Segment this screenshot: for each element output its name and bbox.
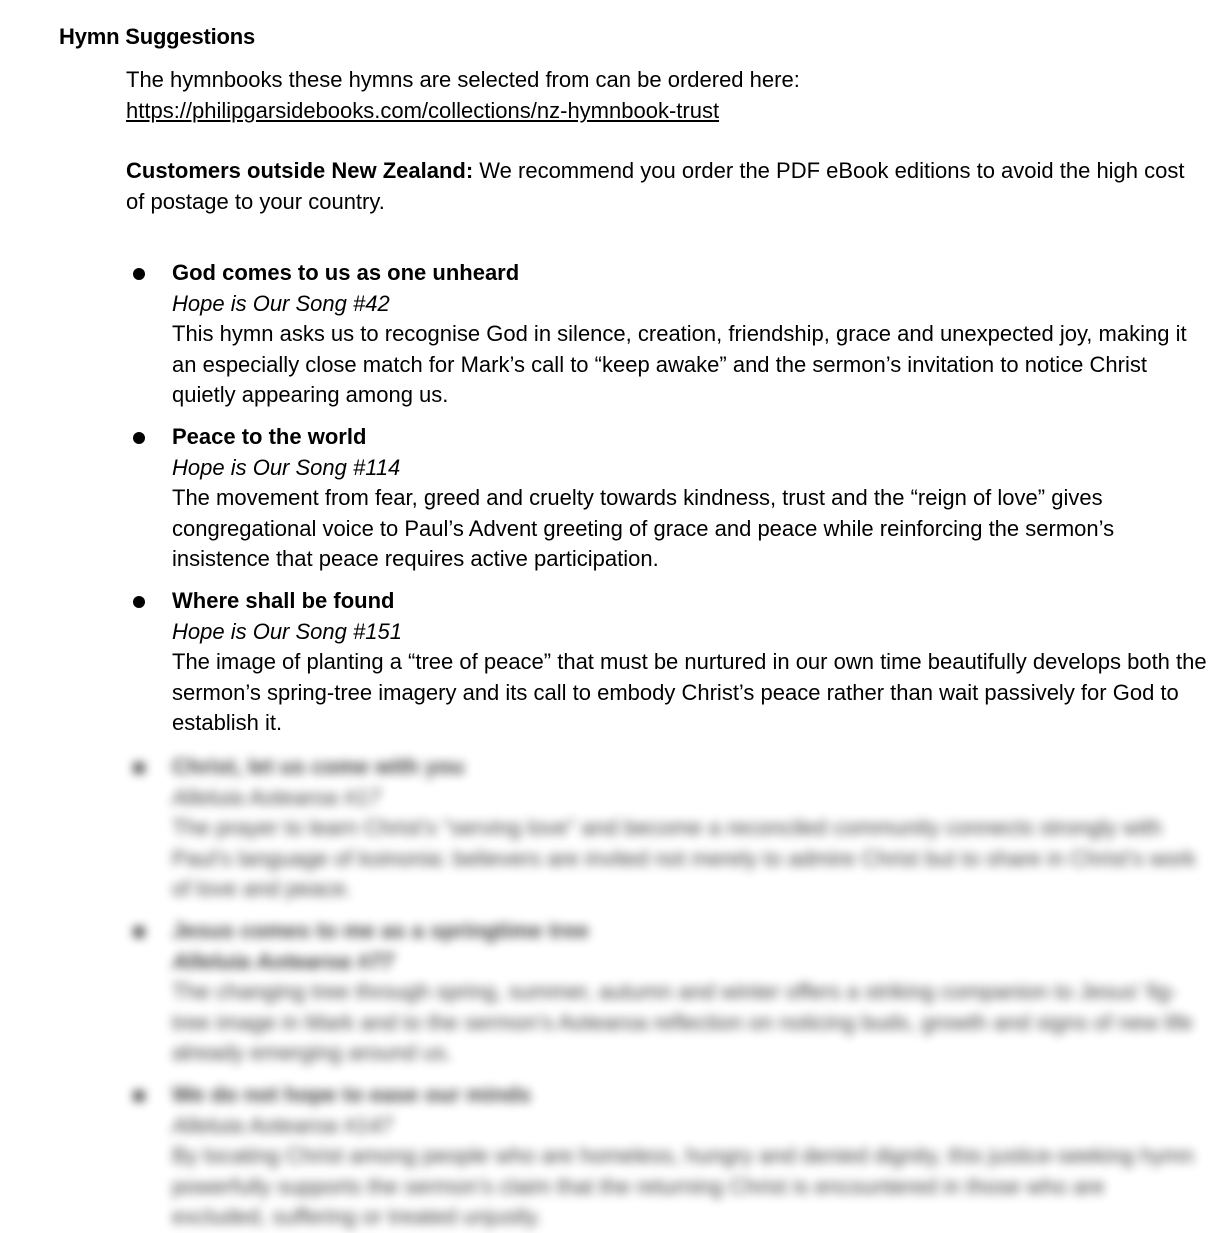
customers-text: We recommend you order the PDF eBook editions to avoid the high cost of postage to your country.: [126, 158, 1185, 214]
customers-label: Customers outside New Zealand:: [126, 158, 474, 183]
document-heading: Hymn Suggestions: [59, 24, 256, 49]
bullet-icon: [133, 1090, 145, 1102]
hymn-description: The image of planting a “tree of peace” that must be nurtured in our own time beautifully develops both the sermon’s spring-tree imagery and its call to embody Christ’s peace rather than wait passively for God to establish it.: [172, 649, 1207, 736]
hymnbook-order-link[interactable]: https://philipgarsidebooks.com/collections/nz-hymnbook-trust: [126, 98, 720, 123]
hymn-body: [172, 258, 1202, 411]
intro-text: The hymnbooks these hymns are selected from can be ordered here:: [126, 67, 800, 92]
hymn-source: Alleluia Aotearoa #17: [172, 784, 381, 810]
bullet-icon: [133, 926, 145, 938]
hymn-description: The movement from fear, greed and cruelty towards kindness, trust and the “reign of love” gives congregational voice to Paul’s Advent greeting of grace and peace while reinforcing the sermon’s insistence that peace requires active participation.: [172, 485, 1115, 572]
hymn-title: God comes to us as one unheard: [172, 260, 520, 285]
hymn-source: Alleluia Aotearoa #147: [172, 1112, 393, 1138]
bullet-icon: [133, 268, 145, 280]
bullet-icon: [133, 432, 145, 444]
hymn-source: Alleluia Aotearoa #77: [172, 948, 394, 974]
hymn-body: [172, 1080, 1202, 1233]
hymn-title: Jesus comes to me as a springtime tree: [172, 918, 589, 943]
hymn-source: Hope is Our Song #151: [172, 618, 402, 644]
intro-paragraph: [126, 64, 1196, 126]
hymn-body: [172, 752, 1202, 905]
hymn-body: [172, 916, 1202, 1069]
hymn-title: Peace to the world: [172, 424, 367, 449]
hymn-body: [172, 586, 1212, 739]
hymn-title: We do not hope to ease our minds: [172, 1082, 531, 1107]
hymn-source: Hope is Our Song #42: [172, 290, 390, 316]
hymn-body: [172, 422, 1202, 575]
hymn-description: By locating Christ among people who are homeless, hungry and denied dignity, this justice-seeking hymn powerfully supports the sermon’s claim that the returning Christ is encountered in those who are excluded, suffering or treated unjustly.: [172, 1143, 1194, 1230]
customers-note: [126, 155, 1186, 217]
bullet-icon: [133, 596, 145, 608]
bullet-icon: [133, 762, 145, 774]
hymn-title: Christ, let us come with you: [172, 754, 465, 779]
hymn-source: Hope is Our Song #114: [172, 454, 401, 480]
hymn-title: Where shall be found: [172, 588, 395, 613]
hymn-description: The prayer to learn Christ’s “serving love” and become a reconciled community connects strongly with Paul’s language of koinonia: believers are invited not merely to admire Christ but to share in Christ’s work of love and peace.: [172, 815, 1196, 902]
hymn-description: This hymn asks us to recognise God in silence, creation, friendship, grace and unexpected joy, making it an especially close match for Mark’s call to “keep awake” and the sermon’s invitation to notice Christ quietly appearing among us.: [172, 321, 1187, 408]
hymn-description: The changing tree through spring, summer, autumn and winter offers a striking companion to Jesus’ fig-tree image in Mark and to the sermon’s Aotearoa reflection on noticing buds, growth and signs of new life already emerging around us.: [172, 979, 1193, 1066]
